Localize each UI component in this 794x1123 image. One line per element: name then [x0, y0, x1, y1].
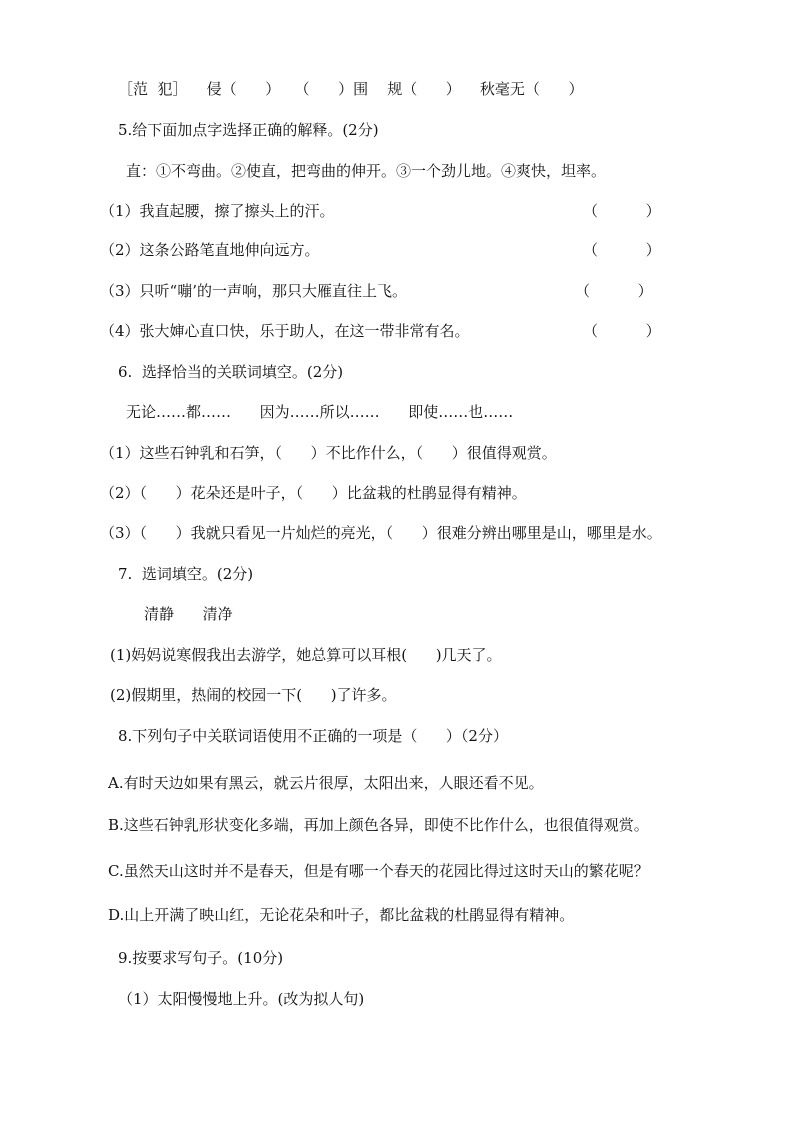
- q9-item-1: （1）太阳慢慢地上升。(改为拟人句): [118, 990, 365, 1008]
- q5-item-3: （3）只听“嘣’的一声响，那只大雁直往上飞。: [100, 282, 407, 300]
- q7-item-2: (2)假期里，热闹的校园一下( )了许多。: [110, 686, 397, 704]
- q5-item-4: （4）张大婶心直口快，乐于助人，在这一带非常有名。: [100, 322, 470, 340]
- q8-option-a: A.有时天边如果有黑云，就云片很厚，太阳出来，人眼还看不见。: [108, 774, 544, 792]
- q5-item-2: （2）这条公路笔直地伸向远方。: [100, 241, 320, 259]
- q8-option-d: D.山上开满了映山红，无论花朵和叶子，都比盆栽的杜鹃显得有精神。: [108, 906, 575, 924]
- question-6-title: 6. 选择恰当的关联词填空。(2分): [118, 363, 344, 381]
- q5-item-2-blank: （ ）: [583, 241, 661, 259]
- q5-item-3-blank: （ ）: [575, 282, 653, 300]
- q8-option-b: B.这些石钟乳形状变化多端，再加上颜色各异，即使不比作什么，也很值得观赏。: [108, 816, 649, 834]
- q5-item-4-blank: （ ）: [583, 322, 661, 340]
- question-7-title: 7. 选词填空。(2分): [118, 565, 254, 583]
- definition-line: 直：①不弯曲。②使直，把弯曲的伸开。③一个劲儿地。④爽快，坦率。: [126, 162, 607, 180]
- question-8-title: 8.下列句子中关联词语使用不正确的一项是（ ）（2分）: [118, 727, 508, 745]
- q6-item-1: （1）这些石钟乳和石笋，（ ）不比作什么，（ ）很值得观赏。: [100, 444, 557, 462]
- q6-item-3: （3）（ ）我就只看见一片灿烂的亮光，（ ）很难分辨出哪里是山，哪里是水。: [100, 524, 662, 542]
- q5-item-1-blank: （ ）: [583, 202, 661, 220]
- word-options: 清静 清净: [144, 605, 233, 623]
- q8-option-c: C.虽然天山这时并不是春天，但是有哪一个春天的花园比得过这时天山的繁花呢？: [108, 862, 649, 880]
- q7-item-1: (1)妈妈说寒假我出去游学，她总算可以耳根( )几天了。: [110, 646, 502, 664]
- connector-options: 无论……都…… 因为……所以…… 即使……也……: [126, 403, 514, 421]
- question-9-title: 9.按要求写句子。(10分): [118, 949, 284, 967]
- q6-item-2: （2）（ ）花朵还是叶子，（ ）比盆栽的杜鹃显得有精神。: [100, 484, 527, 502]
- q5-item-1: （1）我直起腰，擦了擦头上的汗。: [100, 202, 335, 220]
- question-4-options: ［范 犯］ 侵（ ） （ ）围 规（ ） 秋毫无（ ）: [118, 80, 584, 98]
- question-5-title: 5.给下面加点字选择正确的解释。(2分): [118, 121, 379, 139]
